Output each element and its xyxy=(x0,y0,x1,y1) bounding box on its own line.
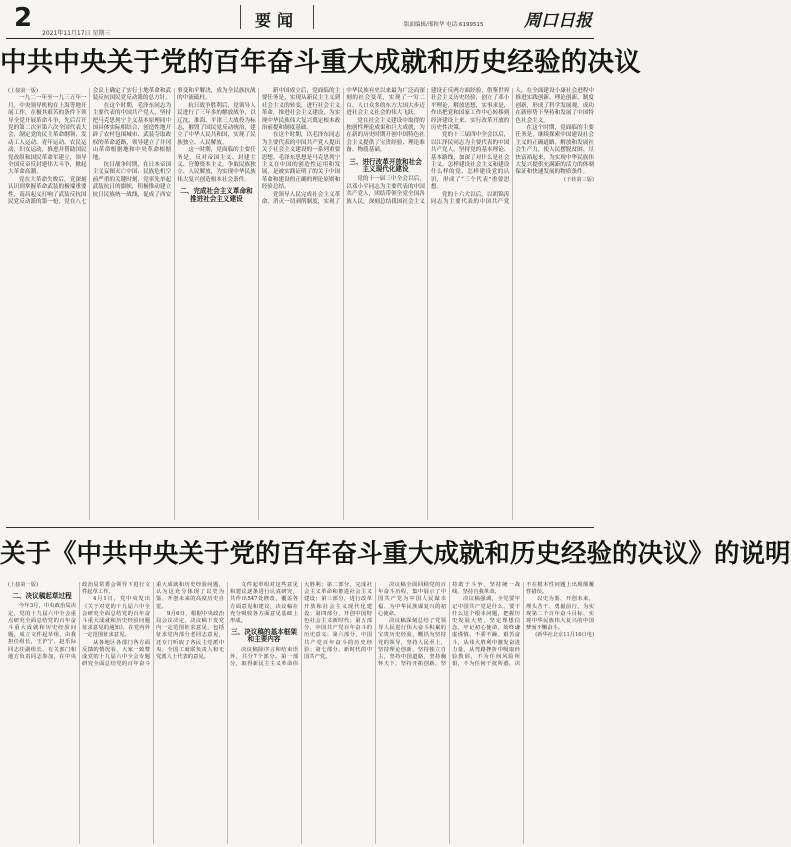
article-2-paragraph: 4月1日，党中央发出《关于对党的十九届六中全会研究全面总结党的百年奋斗重大成就和历史经验问题征求意见的通知》，在党内外一定范围征求意见。 xyxy=(82,596,150,639)
article-1-body xyxy=(8,88,594,520)
article-1-paragraph: 在这个时期，党面临的主要任务是，继续探索中国建设社会主义的正确道路，解放和发展社会生产力，使人民摆脱贫困、尽快富裕起来，为实现中华民族伟大复兴提供充满新的活力的体制保证和快速发展的物质条件。 xyxy=(515,125,594,176)
article-2-paragraph: 9月6日，根据中央政治局会议决定，决议稿下发党内一定范围征求意见，包括征求党内部分老同志意见，还专门听取了各民主党派中央、全国工商联负责人和无党派人士代表的意见。 xyxy=(156,610,224,661)
article-2-paragraph: 从各地区各部门各方面反馈的情况看，大家一致赞成党的十九届六中全会专题研究全面总结党的百年奋斗重大成就和历史经验问题，认为这充分体现了以史为鉴、开创未来的高度历史自觉。 xyxy=(82,582,224,668)
article-1-paragraph: 党的十六大以后，以胡锦涛同志为主要代表的中国共产党人，在全面建设小康社会进程中推进实践创新、理论创新、制度创新，形成了科学发展观，成功在新形势下坚持和发展了中国特色社会主义。 xyxy=(430,88,594,206)
article-2-paragraph: 决议稿全面回顾党的百年奋斗历程，集中展示了中国共产党为中国人民谋幸福、为中华民族谋复兴的初心使命。 xyxy=(378,582,446,617)
article-1-headline: 中共中央关于党的百年奋斗重大成就和历史经验的决议 xyxy=(0,47,641,78)
article-1-paragraph: 抗日战争胜利后，党领导人民进行了三年多的解放战争，以辽沈、淮海、平津三大战役为标志，摧毁了国民党反动统治，建立了中华人民共和国，实现了民族独立、人民解放。 xyxy=(177,102,256,146)
issue-date: 2021年11月17日 星期三 xyxy=(42,30,111,37)
article-1-paragraph: 党在社会主义建设中取得的独创性理论成果和巨大成就，为在新的历史时期开创中国特色社会主义提供了宝贵经验、理论准备、物质基础。 xyxy=(346,117,425,154)
article-1-paragraph: 党的十三届四中全会以后，以江泽民同志为主要代表的中国共产党人，坚持党的基本理论、基本路线，加深了对什么是社会主义、怎样建设社会主义和建设什么样的党、怎样建设党的认识，形成了“三个代表”重要思想。 xyxy=(430,132,510,191)
article-1-subhead-2: 二、完成社会主义革命和推进社会主义建设 xyxy=(180,187,253,203)
article-2-headline: 关于《中共中央关于党的百年奋斗重大成就和历史经验的决议》的说明 xyxy=(0,539,791,569)
article-2-lead: (上接第一版) xyxy=(8,582,38,588)
article-1-continued: (下转第三版) xyxy=(563,176,594,183)
article-2-body xyxy=(8,582,594,844)
article-2-paragraph: 今年3月，中央政治局决定，党的十九届六中全会重点研究全面总结党的百年奋斗重大成就和历史经验问题，成立文件起草组，由我担任组长，王沪宁、赵乐际同志任副组长，有关部门和地方负责同志参加，在中央政治局常委会领导下进行文件起草工作。 xyxy=(8,582,150,660)
section-box xyxy=(240,5,314,29)
article-1-paragraph: 党领导人民完成社会主义革命，消灭一切剥削制度，实现了中华民族有史以来最为广泛而深刻的社会变革，实现了一穷二白、人口众多的东方大国大步迈进社会主义社会的伟大飞跃。 xyxy=(261,88,425,206)
article-2-paragraph: 决议稿深刻总结了党领导人民进行伟大奋斗积累的宝贵历史经验，概括为坚持党的领导，坚持人民至上，坚持理论创新，坚持独立自主，坚持中国道路，坚持胸怀天下，坚持开拓创新，坚持敢于斗争，坚持统一战线，坚持自我革命。 xyxy=(378,582,520,668)
article-1-paragraph: 抗日战争时期，在日本帝国主义妄图灭亡中国、民族危机空前严重的关键时刻，党率先举起武装抗日的旗帜，积极推动建立抗日民族统一战线，促成了西安事变和平解决，成为全民族抗战的中流砥柱。 xyxy=(92,88,256,198)
article-1-paragraph: 在这个时期，毛泽东同志为主要代表的中国共产党人，坚持把马克思列宁主义基本原理同中国具体实际相结合，创造性地开辟了农村包围城市、武装夺取政权的革命道路，领导建立了井冈山革命根据地和中央革命根据地。 xyxy=(92,102,172,161)
article-1-paragraph: 新中国成立后，党面临的主要任务是，实现从新民主主义到社会主义的转变，进行社会主义革命，推进社会主义建设，为实现中华民族伟大复兴奠定根本政治前提和制度基础。 xyxy=(261,88,341,132)
article-2-subhead-1: 二、决议稿起草过程 xyxy=(12,592,72,601)
article-1-paragraph: 一九二一年至一九三五年一月，中央领导机构在上海等地开展工作，在极其艰苦的条件下领导全党开展革命斗争，先后召开党的第二次至第六次全国代表大会，制定党的民主革命纲领，发动工人运动、青年运动、农民运动、妇女运动，推进并帮助国民党改组和国民革命军建立，领导全国反帝反封建伟大斗争，掀起大革命高潮。 xyxy=(8,95,87,176)
article-2-paragraph: 以史为鉴、开创未来，埋头苦干、勇毅前行，为实现第二个百年奋斗目标、实现中华民族伟大复兴的中国梦而不懈奋斗。 xyxy=(526,596,594,632)
masthead-divider xyxy=(6,38,594,39)
article-2-paragraph: 决议稿强调，全党要牢记中国共产党是什么、要干什么这个根本问题，把握历史发展大势，坚定理想信念，牢记初心使命，始终谦虚谨慎、不骄不躁、艰苦奋斗，从伟大胜利中激发奋进力量，从弯路挫折中吸取经验教训，不为任何风险所惧，不为任何干扰所惑，决不在根本性问题上出现颠覆性错误。 xyxy=(452,582,594,668)
article-1-paragraph: 党的十一届三中全会以后，以邓小平同志为主要代表的中国共产党人，团结带领全党全国各族人民，深刻总结我国社会主义建设正反两方面经验，借鉴世界社会主义历史经验，创立了邓小平理论，解放思想，实事求是，作出把党和国家工作中心转移到经济建设上来、实行改革开放的历史性决策。 xyxy=(346,88,510,205)
article-2-paragraph: 决议稿除序言和结束语外，共分7个部分。第一部分，取得新民主主义革命伟大胜利；第二部分，完成社会主义革命和推进社会主义建设；第三部分，进行改革开放和社会主义现代化建设；第四部分，开创中国特色社会主义新时代；第五部分，中国共产党百年奋斗的历史意义；第六部分，中国共产党百年奋斗的历史经验；第七部分，新时代的中国共产党。 xyxy=(230,582,372,668)
page-number: 2 xyxy=(14,3,33,33)
masthead xyxy=(6,2,594,38)
article-2-subhead-2: 三、决议稿的基本框架和主要内容 xyxy=(231,628,297,644)
paper-name: 周口日报 xyxy=(524,11,592,31)
article-2-paragraph: 文件起草组对这些意见和建议逐条进行认真研究，共作出547处修改，覆盖各方面意见和建议，决议稿在充分吸收各方面意见基础上形成。 xyxy=(230,582,298,625)
article-1-lead: (上接第一版) xyxy=(8,88,38,94)
article-2-dateline: (新华社北京11月16日电) xyxy=(535,632,594,639)
article-divider xyxy=(6,527,594,528)
article-1-paragraph: 在这个时期，以毛泽东同志为主要代表的中国共产党人提出关于社会主义建设的一系列重要思想。毛泽东思想是马克思列宁主义在中国的创造性运用和发展，是被实践证明了的关于中国革命和建设的正确的理论原则和经验总结。 xyxy=(261,132,341,191)
section-title: 要闻 xyxy=(254,11,299,30)
article-1-paragraph: 党在大革命失败后，党深刻认识到掌握革命武装的极端重要性，南昌起义打响了武装反抗国民党反动派的第一枪，党在八七会议上确定了实行土地革命和武装反抗国民党反动派的总方针。 xyxy=(8,88,172,206)
article-1-paragraph: 这一时期，党面临的主要任务是，反对帝国主义、封建主义、官僚资本主义，争取民族独立、人民解放，为实现中华民族伟大复兴创造根本社会条件。 xyxy=(177,147,256,183)
editor-info: 版面编辑/邢秋华 电话:6199515 xyxy=(404,22,484,28)
article-1-subhead-3: 三、进行改革开放和社会主义现代化建设 xyxy=(349,157,422,174)
